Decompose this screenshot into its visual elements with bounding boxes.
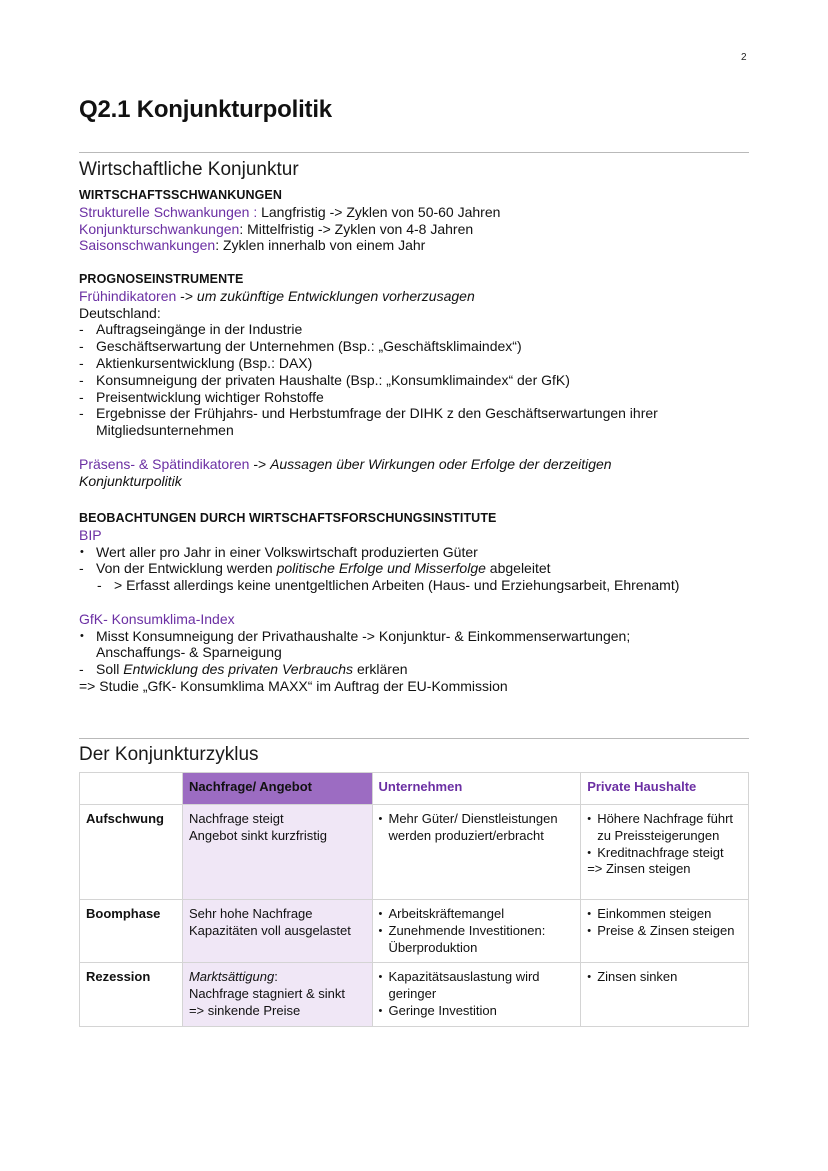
table-header-cell: [80, 773, 183, 805]
cell-text: Geringe Investition: [388, 1002, 497, 1018]
cell-text: Zunehmende Investitionen: Überproduktion: [388, 922, 546, 955]
company-cell: [372, 900, 581, 963]
page-title: Q2.1 Konjunkturpolitik: [79, 96, 332, 123]
list-item-text: Konsumneigung der privaten Haushalte (Bsp.: „Konsumklimaindex“ der GfK): [96, 371, 570, 388]
cell-text: => sinkende Preise: [188, 1002, 301, 1018]
cell-emphasis: Marktsättigung: [188, 969, 275, 985]
list-item-text: Preisentwicklung wichtiger Rohstoffe: [96, 388, 324, 405]
bullet-marker: •: [378, 813, 383, 825]
list-item: [79, 355, 754, 372]
fluctuation-text: Langfristig -> Zyklen von 50-60 Jahren: [257, 203, 501, 220]
bullet-marker: •: [587, 924, 592, 937]
table-header-cell: Nachfrage/ Angebot: [182, 773, 372, 805]
phase-label: Boomphase: [80, 900, 183, 963]
fluctuation-term: Strukturelle Schwankungen :: [79, 203, 258, 220]
fluctuation-item: [79, 221, 754, 238]
table-header-cell: Private Haushalte: [581, 773, 749, 805]
dash-marker: -: [79, 371, 84, 388]
fluctuation-item: [79, 237, 754, 254]
cell-text: Kreditnachfrage steigt: [597, 844, 724, 860]
dash-marker: -: [79, 405, 84, 422]
fluctuation-item: [79, 204, 754, 221]
country-label: Deutschland:: [79, 304, 161, 321]
household-cell: [581, 963, 749, 1026]
list-item: [79, 372, 754, 389]
cell-text: Einkommen steigen: [597, 906, 712, 921]
list-item-emphasis: politische Erfolge und Misserfolge: [276, 560, 486, 577]
list-item: [79, 628, 706, 662]
fluctuation-term: Saisonschwankungen: [79, 237, 216, 254]
bullet-marker: •: [587, 971, 592, 984]
list-item-text: Wert aller pro Jahr in einer Volkswirtschaft produzierten Güter: [96, 543, 478, 560]
study-line: => Studie „GfK- Konsumklima MAXX“ im Auftrag der EU-Kommission: [79, 677, 508, 694]
gfk-term: GfK- Konsumklima-Index: [79, 610, 235, 627]
cell-text: Arbeitskräftemangel: [388, 906, 505, 921]
observations-block: [79, 510, 754, 695]
list-item: [79, 321, 754, 338]
dash-marker: -: [79, 388, 84, 405]
list-item: [79, 389, 754, 406]
list-item-text: Von der Entwicklung werden: [96, 560, 277, 577]
household-cell: [581, 805, 749, 900]
list-item-text: abgeleitet: [485, 560, 551, 577]
cell-list-item: [587, 845, 742, 862]
observations-heading: BEOBACHTUNGEN DURCH WIRTSCHAFTSFORSCHUNGSINSTITUTE: [79, 511, 497, 525]
list-item-emphasis: Entwicklung des privaten Verbrauchs: [123, 661, 354, 678]
list-item-text: Ergebnisse der Frühjahrs- und Herbstumfrage der DIHK z den Geschäftserwartungen ihrer Mitgliedsunternehmen: [96, 405, 658, 439]
cell-text: Kapazitäten voll ausgelastet: [188, 922, 351, 938]
cell-list-item: [587, 969, 742, 986]
section-divider: [79, 152, 749, 153]
late-indicator-text: Aussagen über Wirkungen oder Erfolge der derzeitigen Konjunkturpolitik: [79, 455, 612, 489]
bullet-marker: •: [587, 908, 592, 920]
dash-marker: -: [79, 321, 84, 338]
bullet-marker: •: [587, 846, 592, 859]
list-item: [79, 405, 736, 439]
page-number: 2: [741, 52, 747, 63]
fluctuation-text: : Mittelfristig -> Zyklen von 4-8 Jahren: [239, 220, 474, 237]
bullet-marker: •: [378, 971, 383, 984]
bullet-marker: •: [378, 908, 383, 920]
dash-marker: -: [79, 338, 84, 355]
bullet-marker: •: [378, 924, 383, 937]
cell-list-item: [379, 811, 575, 845]
fluctuation-term: Konjunkturschwankungen: [79, 220, 240, 237]
table-row: [80, 805, 749, 900]
section-divider: [79, 738, 749, 739]
dash-marker: -: [79, 354, 84, 371]
bullet-marker: •: [587, 813, 592, 825]
bullet-marker: •: [80, 629, 84, 642]
cell-list-item: [587, 906, 742, 923]
cell-list-item: [379, 969, 575, 1003]
cell-text: :: [274, 969, 278, 985]
cell-list-item: [379, 923, 575, 957]
fluctuation-text: : Zyklen innerhalb von einem Jahr: [215, 237, 426, 254]
cell-text: Sehr hohe Nachfrage: [188, 906, 313, 921]
demand-cell: [182, 963, 372, 1026]
list-item-text: Auftragseingänge in der Industrie: [96, 321, 303, 338]
cell-text: Angebot sinkt kurzfristig: [188, 827, 327, 843]
list-item-text: erklären: [353, 661, 408, 678]
late-indicator-line: [79, 456, 699, 490]
cell-text: [189, 969, 366, 986]
cell-text: Nachfrage steigt: [188, 811, 284, 826]
bullet-marker: •: [378, 1004, 383, 1017]
arrow-text: ->: [176, 287, 197, 304]
cell-list-item: [379, 906, 575, 923]
cell-text: Höhere Nachfrage führt zu Preissteigerungen: [597, 811, 734, 843]
list-item-text: Geschäftserwartung der Unternehmen (Bsp.: „Geschäftsklimaindex“): [96, 338, 522, 355]
table-row: [80, 900, 749, 963]
cell-text: Nachfrage stagniert & sinkt: [188, 986, 346, 1002]
list-item-text: Soll: [96, 661, 124, 678]
cell-text: Preise & Zinsen steigen: [597, 922, 735, 938]
early-indicator-term: Frühindikatoren: [79, 287, 177, 304]
table-header-cell: Unternehmen: [372, 773, 581, 805]
section-heading-zyklus: Der Konjunkturzyklus: [79, 744, 259, 765]
fluctuations-block: [79, 187, 754, 254]
dash-marker: -: [97, 577, 102, 594]
list-item: [79, 544, 754, 561]
business-cycle-table: [79, 772, 749, 1027]
forecast-block: [79, 271, 754, 489]
cell-list-item: [379, 1003, 575, 1020]
sub-list-item: [79, 577, 754, 594]
list-item: [79, 338, 754, 355]
early-indicator-line: [79, 288, 754, 305]
phase-label: Rezession: [80, 963, 183, 1026]
early-indicator-text: um zukünftige Entwicklungen vorherzusagen: [196, 287, 475, 304]
cell-text: Zinsen sinken: [597, 969, 678, 985]
cell-text: Mehr Güter/ Dienstleistungen werden produziert/erbracht: [388, 811, 558, 843]
dash-marker: -: [79, 661, 84, 678]
table-header-row: [80, 773, 749, 805]
fluctuations-heading: WIRTSCHAFTSSCHWANKUNGEN: [79, 188, 282, 202]
cell-list-item: [587, 923, 742, 940]
section-heading-konjunktur: Wirtschaftliche Konjunktur: [79, 159, 299, 180]
arrow-text: ->: [249, 455, 271, 472]
cell-list-item: [587, 811, 742, 845]
company-cell: [372, 963, 581, 1026]
list-item: [79, 560, 754, 577]
bullet-marker: •: [80, 545, 84, 558]
dash-marker: -: [79, 560, 84, 577]
phase-label: Aufschwung: [80, 805, 183, 900]
bip-term: BIP: [79, 526, 102, 543]
company-cell: [372, 805, 581, 900]
cell-text: => Zinsen steigen: [587, 861, 691, 877]
demand-cell: [182, 805, 372, 900]
list-item-text: Aktienkursentwicklung (Bsp.: DAX): [96, 354, 313, 371]
table-row: [80, 963, 749, 1026]
household-cell: [581, 900, 749, 963]
late-indicator-term: Präsens- & Spätindikatoren: [79, 455, 250, 472]
demand-cell: [182, 900, 372, 963]
list-item-text: > Erfasst allerdings keine unentgeltlichen Arbeiten (Haus- und Erziehungsarbeit, Ehrenamt): [114, 577, 680, 594]
forecast-heading: PROGNOSEINSTRUMENTE: [79, 272, 244, 286]
cell-text: Kapazitätsauslastung wird geringer: [388, 969, 540, 1002]
list-item: [79, 661, 754, 678]
list-item-text: Misst Konsumneigung der Privathaushalte -> Konjunktur- & Einkommenserwartungen; Anschaffungs- & Sparneigung: [96, 627, 631, 661]
